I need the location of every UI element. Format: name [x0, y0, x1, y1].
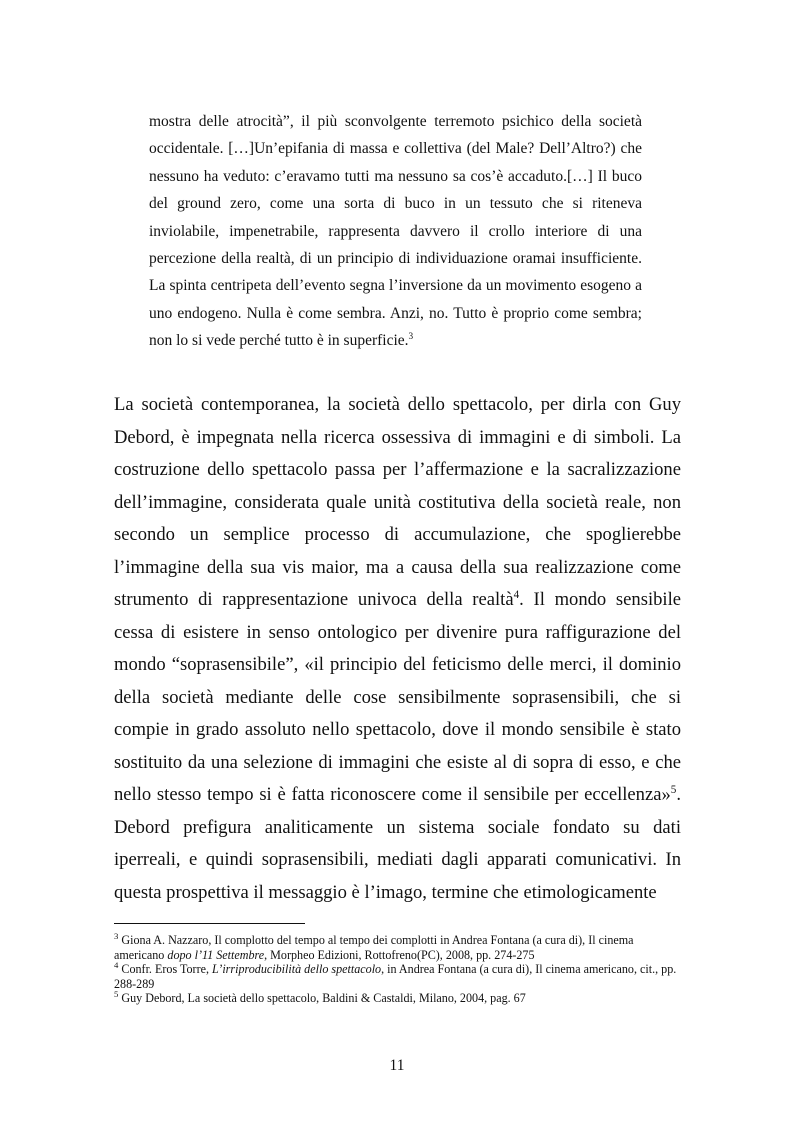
body-text-part-2: . Il mondo sensibile cessa di esistere in senso ontologico per divenire pura raffigurazione del mondo “soprasensibile”, «il principio del feticismo delle merci, il dominio della società mediante delle cose sensibilmente soprasensibili, che si compie in grado assoluto nello spettacolo, dove il mondo sensibile è stato sostituito da una selezione di immagini che esiste al di sopra di esso, e che nello stesso tempo si è fatta riconoscere come il sensibile per eccellenza» — [114, 589, 681, 805]
footnotes — [114, 930, 681, 1006]
quote-text: mostra delle atrocità”, il più sconvolgente terremoto psichico della società occidentale. […]Un’epifania di massa e collettiva (del Male? Dell’Altro?) che nessuno ha veduto: c’eravamo tutti ma nessuno sa cos’è accaduto.[…] Il buco del ground zero, come una sorta di buco in un tessuto che si riteneva inviolabile, impenetrabile, rappresenta davvero il crollo interiore di una percezione della realtà, di un principio di individuazione oramai insufficiente. La spinta centripeta dell’evento segna l’inversione da un movimento esogeno a uno endogeno. Nulla è come sembra. Anzi, no. Tutto è proprio come sembra; non lo si vede perché tutto è in superficie. — [149, 113, 642, 350]
footnote-4 — [114, 962, 681, 991]
block-quote — [149, 108, 642, 355]
footnote-text: , Morpheo Edizioni, Rottofreno(PC), 2008, pp. 274-275 — [264, 947, 535, 962]
body-paragraph — [114, 389, 681, 909]
footnote-separator — [114, 923, 305, 924]
footnote-text: Guy Debord, La società dello spettacolo, Baldini & Castaldi, Milano, 2004, pag. 67 — [118, 991, 526, 1006]
footnote-text: Giona A. Nazzaro, Il complotto del tempo al tempo dei complotti in Andrea Fontana (a cura di), Il cinema americano — [114, 933, 634, 962]
footnote-italic-title: L’irriproducibilità dello spettacolo — [212, 962, 382, 977]
body-text-part-1: La società contemporanea, la società dello spettacolo, per dirla con Guy Debord, è impegnata nella ricerca ossessiva di immagini e di simboli. La costruzione dello spettacolo passa per l’affermazione e la sacralizzazione dell’immagine, considerata quale unità costitutiva della società reale, non secondo un semplice processo di accumulazione, che spoglierebbe l’immagine della sua vis maior, ma a causa della sua realizzazione come strumento di rappresentazione univoca della realtà — [114, 394, 681, 610]
footnote-text: , in Andrea Fontana (a cura di), Il cinema americano, cit., pp. 288-289 — [114, 962, 677, 991]
footnote-number: 3 — [114, 930, 119, 941]
quote-footnote-ref[interactable]: 3 — [408, 332, 414, 343]
footnote-3 — [114, 930, 681, 962]
footnote-italic-title: dopo l’11 Settembre — [167, 947, 265, 962]
footnote-number: 4 — [114, 960, 119, 971]
footnote-text: Confr. Eros Torre, — [118, 962, 213, 977]
page-number: 11 — [389, 1057, 405, 1074]
body-text-part-3: . Debord prefigura analiticamente un sistema sociale fondato su dati iperreali, e quindi soprasensibili, mediati dagli apparati comunicativi. In questa prospettiva il messaggio è l’imago, termine che etimologicamente — [114, 784, 681, 903]
footnote-number: 5 — [114, 989, 119, 1000]
footnote-ref-4[interactable]: 4 — [513, 588, 520, 601]
footnote-ref-5[interactable]: 5 — [670, 783, 677, 796]
footnote-5 — [114, 991, 681, 1006]
